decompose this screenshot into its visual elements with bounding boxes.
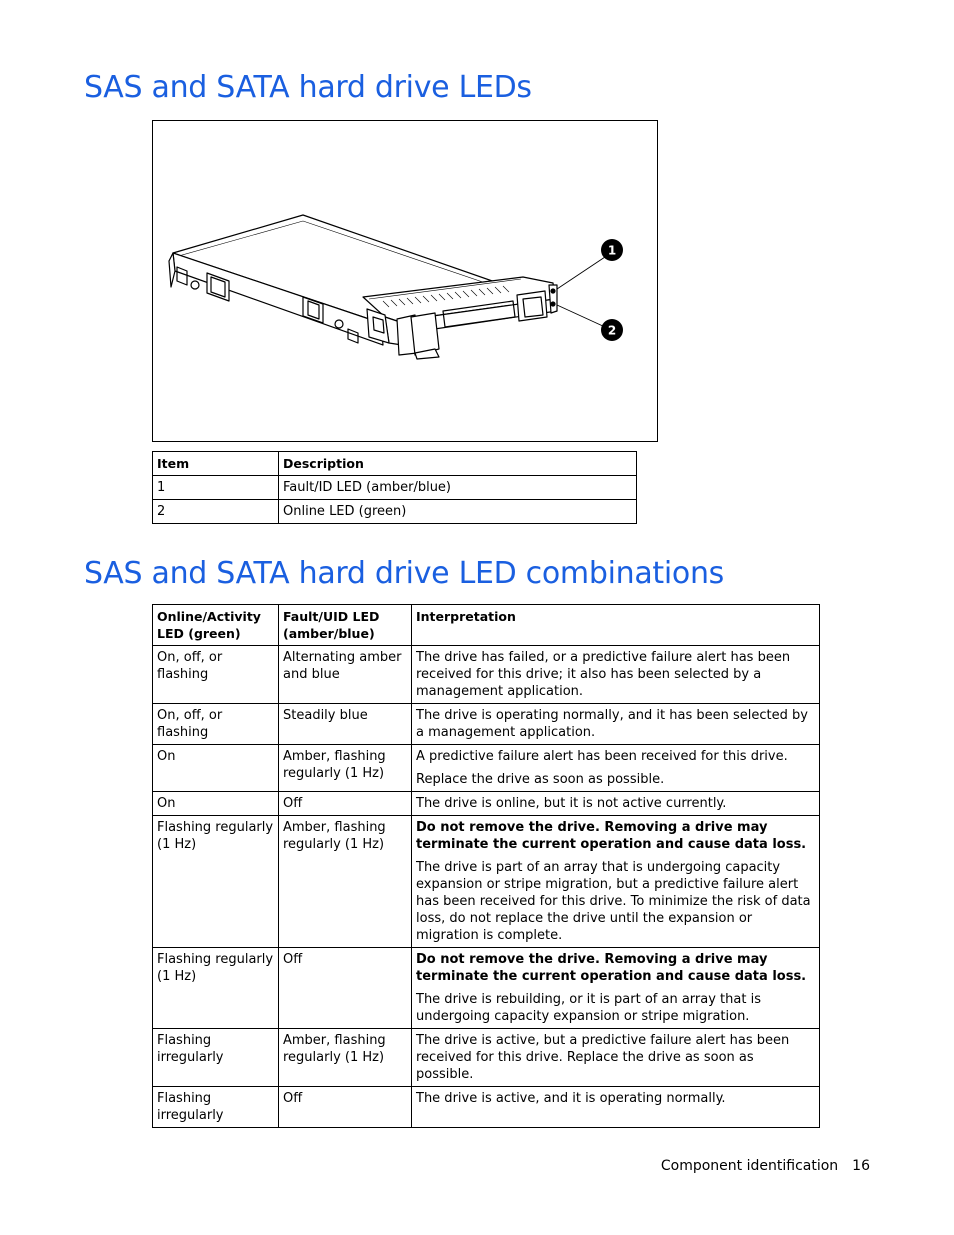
cell-fault-led: Amber, flashing regularly (1 Hz) <box>279 816 412 948</box>
table-row <box>153 948 820 1029</box>
header-online-led: Online/Activity LED (green) <box>153 605 279 646</box>
interpretation-text: The drive is operating normally, and it has been selected by a management application. <box>416 708 808 740</box>
combinations-body <box>153 646 820 1128</box>
header-item: Item <box>153 452 279 476</box>
svg-text:2: 2 <box>607 323 617 338</box>
interpretation-text: A predictive failure alert has been received for this drive. <box>416 749 788 764</box>
cell-interpretation <box>412 1029 820 1087</box>
cell-interpretation <box>412 704 820 745</box>
cell-online-led: On, off, or flashing <box>153 646 279 704</box>
cell-fault-led: Off <box>279 1087 412 1128</box>
interpretation-text: The drive is rebuilding, or it is part of an array that is undergoing capacity expansion or stripe migration. <box>416 992 761 1024</box>
caution-text: Do not remove the drive. Removing a drive may terminate the current operation and cause data loss. <box>416 820 807 852</box>
interpretation-text: The drive is online, but it is not active currently. <box>416 796 727 811</box>
svg-text:1: 1 <box>607 243 617 258</box>
table-row <box>153 704 820 745</box>
cell-interpretation <box>412 646 820 704</box>
cell-description: Online LED (green) <box>279 500 637 524</box>
cell-interpretation <box>412 1087 820 1128</box>
cell-interpretation <box>412 792 820 816</box>
cell-fault-led: Alternating amber and blue <box>279 646 412 704</box>
page-footer <box>661 1158 870 1174</box>
cell-online-led: Flashing regularly (1 Hz) <box>153 816 279 948</box>
callout-2 <box>601 319 623 341</box>
cell-fault-led: Steadily blue <box>279 704 412 745</box>
cell-fault-led: Off <box>279 948 412 1029</box>
header-description: Description <box>279 452 637 476</box>
cell-interpretation <box>412 948 820 1029</box>
table-header-row <box>153 452 637 476</box>
table-row <box>153 646 820 704</box>
table-row <box>153 816 820 948</box>
callout-1 <box>601 239 623 261</box>
cell-fault-led: Amber, flashing regularly (1 Hz) <box>279 1029 412 1087</box>
header-interpretation: Interpretation <box>412 605 820 646</box>
cell-interpretation <box>412 745 820 792</box>
cell-interpretation <box>412 816 820 948</box>
caution-text: Do not remove the drive. Removing a drive may terminate the current operation and cause data loss. <box>416 952 807 984</box>
interpretation-text: The drive has failed, or a predictive failure alert has been received for this drive; it also has been selected by a management application. <box>416 650 791 699</box>
interpretation-text: The drive is active, and it is operating normally. <box>416 1091 726 1106</box>
interpretation-text: Replace the drive as soon as possible. <box>416 772 665 787</box>
header-fault-led: Fault/UID LED (amber/blue) <box>279 605 412 646</box>
page-number: 16 <box>852 1158 870 1174</box>
cell-online-led: On, off, or flashing <box>153 704 279 745</box>
cell-fault-led: Off <box>279 792 412 816</box>
cell-online-led: On <box>153 745 279 792</box>
interpretation-text: The drive is active, but a predictive failure alert has been received for this drive. Replace the drive as soon as possible. <box>416 1033 790 1082</box>
cell-online-led: Flashing regularly (1 Hz) <box>153 948 279 1029</box>
table-row <box>153 1087 820 1128</box>
cell-online-led: On <box>153 792 279 816</box>
footer-section: Component identification <box>660 1158 839 1174</box>
led-combinations-table <box>152 604 820 1128</box>
table-row <box>153 1029 820 1087</box>
cell-item: 2 <box>153 500 279 524</box>
hard-drive-drawing <box>153 121 659 443</box>
section-title-leds: SAS and SATA hard drive LEDs <box>84 70 532 105</box>
table-row <box>153 476 637 500</box>
cell-online-led: Flashing irregularly <box>153 1087 279 1128</box>
hard-drive-illustration <box>152 120 658 442</box>
led-items-table <box>152 451 637 524</box>
cell-online-led: Flashing irregularly <box>153 1029 279 1087</box>
section-title-combinations: SAS and SATA hard drive LED combinations <box>84 556 725 591</box>
table-row <box>153 500 637 524</box>
cell-description: Fault/ID LED (amber/blue) <box>279 476 637 500</box>
table-row <box>153 745 820 792</box>
interpretation-text: The drive is part of an array that is undergoing capacity expansion or stripe migration, but a predictive failure alert has been received for this drive. To minimize the risk of data loss, do not replace the drive until the expansion or migration is complete. <box>416 860 811 943</box>
cell-fault-led: Amber, flashing regularly (1 Hz) <box>279 745 412 792</box>
table-row <box>153 792 820 816</box>
table-header-row <box>153 605 820 646</box>
cell-item: 1 <box>153 476 279 500</box>
